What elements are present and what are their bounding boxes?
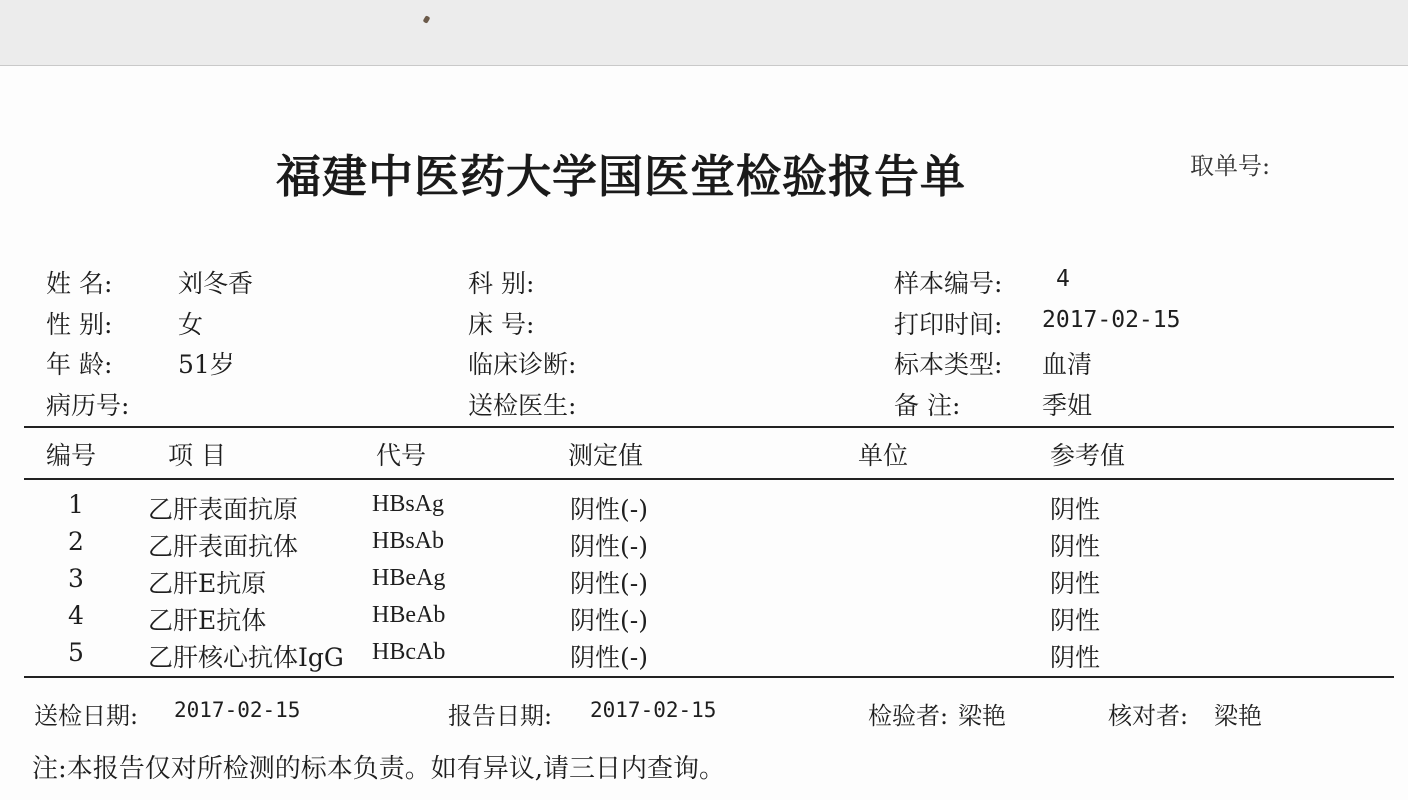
checker-label: 核对者:	[1108, 702, 1189, 730]
name-label: 姓 名:	[46, 269, 113, 298]
table-cell-item: 乙肝核心抗体IgG	[148, 643, 344, 672]
table-cell-reference: 阴性	[1050, 643, 1101, 672]
table-cell-code: HBsAb	[372, 528, 445, 554]
print-time-value: 2017-02-15	[1042, 307, 1181, 333]
header-reference: 参考值	[1050, 441, 1126, 470]
sample-number-label: 样本编号:	[894, 269, 1003, 298]
remark-label: 备 注:	[894, 391, 961, 420]
submit-date-label: 送检日期:	[34, 702, 139, 730]
table-cell-item: 乙肝表面抗体	[148, 532, 299, 561]
diagnosis-label: 临床诊断:	[468, 350, 577, 379]
remark-value: 季姐	[1042, 391, 1093, 420]
slip-number-label: 取单号:	[1190, 152, 1271, 180]
tester-value: 梁艳	[958, 702, 1006, 730]
checker-value: 梁艳	[1214, 702, 1262, 730]
table-cell-number: 2	[68, 527, 84, 556]
table-cell-reference: 阴性	[1050, 569, 1101, 598]
table-cell-value: 阴性(-)	[570, 606, 648, 635]
report-date-value: 2017-02-15	[590, 698, 717, 722]
gender-value: 女	[178, 310, 204, 339]
table-cell-reference: 阴性	[1050, 532, 1101, 561]
table-cell-item: 乙肝E抗原	[148, 569, 267, 598]
table-cell-number: 1	[68, 490, 84, 519]
sample-type-value: 血清	[1042, 350, 1093, 379]
header-code: 代号	[376, 441, 427, 470]
table-cell-item: 乙肝E抗体	[148, 606, 267, 635]
record-number-label: 病历号:	[46, 391, 130, 420]
table-cell-number: 3	[68, 564, 84, 593]
table-cell-reference: 阴性	[1050, 606, 1101, 635]
age-label: 年 龄:	[46, 350, 113, 379]
sample-number-value: 4	[1056, 266, 1070, 292]
table-cell-reference: 阴性	[1050, 495, 1101, 524]
name-value: 刘冬香	[178, 269, 254, 298]
sample-type-label: 标本类型:	[894, 350, 1003, 379]
table-cell-value: 阴性(-)	[570, 643, 648, 672]
table-cell-code: HBsAg	[372, 491, 445, 517]
table-header-rule	[24, 478, 1394, 480]
table-top-rule	[24, 426, 1394, 428]
gender-label: 性 别:	[46, 310, 113, 339]
table-cell-number: 4	[68, 601, 84, 630]
header-item: 项 目	[168, 441, 226, 470]
tester-label: 检验者:	[868, 702, 949, 730]
report-date-label: 报告日期:	[448, 702, 553, 730]
report-title: 福建中医药大学国医堂检验报告单	[276, 150, 967, 203]
table-cell-value: 阴性(-)	[570, 532, 648, 561]
header-number: 编号	[46, 441, 97, 470]
table-cell-code: HBeAg	[372, 565, 446, 591]
table-cell-item: 乙肝表面抗原	[148, 495, 299, 524]
table-bottom-rule	[24, 676, 1394, 678]
table-cell-value: 阴性(-)	[570, 569, 648, 598]
table-cell-code: HBcAb	[372, 639, 446, 665]
bed-label: 床 号:	[468, 310, 535, 339]
submit-date-value: 2017-02-15	[174, 698, 301, 722]
department-label: 科 别:	[468, 269, 535, 298]
disclaimer-note: 注:本报告仅对所检测的标本负责。如有异议,请三日内查询。	[32, 754, 726, 784]
print-time-label: 打印时间:	[894, 310, 1003, 339]
header-unit: 单位	[858, 441, 909, 470]
age-value: 51岁	[178, 350, 235, 379]
table-cell-number: 5	[68, 638, 84, 667]
table-cell-code: HBeAb	[372, 602, 446, 628]
doctor-label: 送检医生:	[468, 391, 577, 420]
table-cell-value: 阴性(-)	[570, 495, 648, 524]
header-value: 测定值	[568, 441, 644, 470]
scan-background	[0, 0, 1408, 66]
